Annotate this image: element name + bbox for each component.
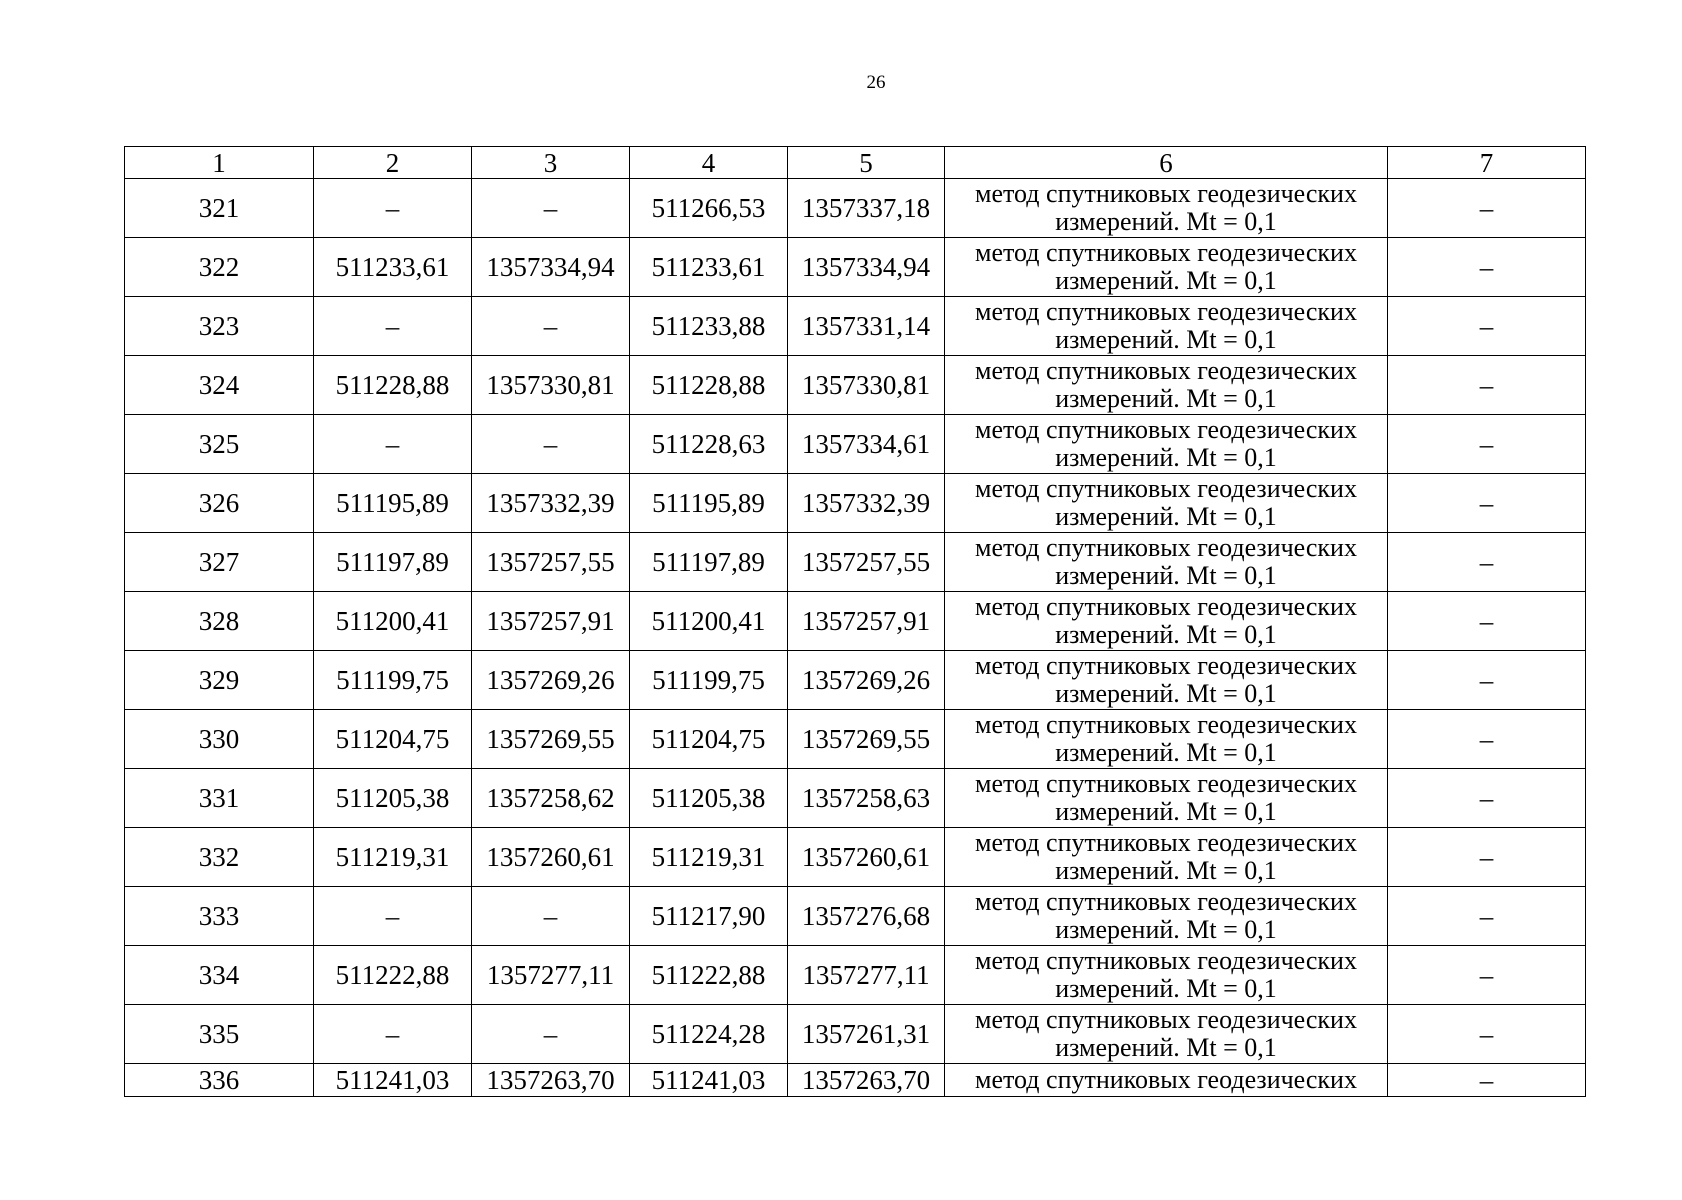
- method-text-line1: метод спутниковых геодезических: [975, 769, 1357, 798]
- method-text-line2: измерений. Mt = 0,1: [1055, 974, 1277, 1003]
- table-row: [125, 238, 1586, 297]
- table-cell-c2: –: [314, 297, 472, 356]
- table-cell-c1: 322: [125, 238, 314, 297]
- table-cell-c4: 511233,61: [630, 238, 788, 297]
- method-text-line1: метод спутниковых геодезических: [975, 238, 1357, 267]
- table-cell-c7: –: [1388, 651, 1586, 710]
- table-cell-c7: –: [1388, 533, 1586, 592]
- table-row: [125, 769, 1586, 828]
- table-row: [125, 179, 1586, 238]
- method-text-line1: метод спутниковых геодезических: [975, 946, 1357, 975]
- method-text-line1: метод спутниковых геодезических: [975, 533, 1357, 562]
- table-cell-c3: 1357330,81: [472, 356, 630, 415]
- table-cell-c4: 511204,75: [630, 710, 788, 769]
- method-text-line2: измерений. Mt = 0,1: [1055, 443, 1277, 472]
- method-text-line2: измерений. Mt = 0,1: [1055, 797, 1277, 826]
- table-cell-method: [945, 710, 1388, 769]
- table-cell-c7: –: [1388, 238, 1586, 297]
- table-cell-c5: 1357258,63: [788, 769, 945, 828]
- method-text-line1: метод спутниковых геодезических: [975, 474, 1357, 503]
- table-cell-c5: 1357334,94: [788, 238, 945, 297]
- table-cell-c2: 511205,38: [314, 769, 472, 828]
- table-header-row: [125, 147, 1586, 179]
- page-number: 26: [866, 72, 886, 93]
- method-text-line2: измерений. Mt = 0,1: [1055, 738, 1277, 767]
- column-header: 1: [125, 147, 314, 179]
- table-cell-c4: 511199,75: [630, 651, 788, 710]
- method-text-line1: метод спутниковых геодезических: [975, 1065, 1357, 1094]
- table-cell-c1: 334: [125, 946, 314, 1005]
- table-cell-c4: 511200,41: [630, 592, 788, 651]
- table-cell-c3: 1357257,91: [472, 592, 630, 651]
- table-cell-method: [945, 828, 1388, 887]
- table-cell-c5: 1357331,14: [788, 297, 945, 356]
- table-cell-c2: 511233,61: [314, 238, 472, 297]
- column-header: 5: [788, 147, 945, 179]
- method-text-line1: метод спутниковых геодезических: [975, 710, 1357, 739]
- table-cell-method: [945, 179, 1388, 238]
- table-cell-c1: 325: [125, 415, 314, 474]
- table-row: [125, 1064, 1586, 1097]
- table-cell-c2: 511199,75: [314, 651, 472, 710]
- table-row: [125, 946, 1586, 1005]
- table-cell-c5: 1357330,81: [788, 356, 945, 415]
- table-row: [125, 1005, 1586, 1064]
- table-cell-c7: –: [1388, 946, 1586, 1005]
- table-cell-c2: 511219,31: [314, 828, 472, 887]
- table-cell-c2: 511228,88: [314, 356, 472, 415]
- table-cell-c4: 511205,38: [630, 769, 788, 828]
- table-cell-c7: –: [1388, 179, 1586, 238]
- table-cell-c2: 511241,03: [314, 1064, 472, 1097]
- table-row: [125, 592, 1586, 651]
- table-cell-c2: 511222,88: [314, 946, 472, 1005]
- table-row: [125, 297, 1586, 356]
- table-cell-c1: 331: [125, 769, 314, 828]
- table-cell-method: [945, 592, 1388, 651]
- table-cell-c7: –: [1388, 769, 1586, 828]
- table-cell-c4: 511217,90: [630, 887, 788, 946]
- table-cell-c4: 511222,88: [630, 946, 788, 1005]
- table-cell-c3: 1357334,94: [472, 238, 630, 297]
- table-cell-c2: 511197,89: [314, 533, 472, 592]
- table-cell-c1: 328: [125, 592, 314, 651]
- table-row: [125, 887, 1586, 946]
- table-cell-c1: 323: [125, 297, 314, 356]
- table-cell-method: [945, 415, 1388, 474]
- method-text-line1: метод спутниковых геодезических: [975, 828, 1357, 857]
- method-text-line1: метод спутниковых геодезических: [975, 297, 1357, 326]
- table-cell-method: [945, 356, 1388, 415]
- table-cell-c7: –: [1388, 1005, 1586, 1064]
- coordinates-table: [124, 146, 1586, 1097]
- table-cell-c1: 336: [125, 1064, 314, 1097]
- table-cell-c7: –: [1388, 297, 1586, 356]
- table-cell-c5: 1357269,26: [788, 651, 945, 710]
- column-header: 3: [472, 147, 630, 179]
- table-cell-c1: 330: [125, 710, 314, 769]
- table-cell-c4: 511219,31: [630, 828, 788, 887]
- table-cell-c1: 327: [125, 533, 314, 592]
- table-row: [125, 474, 1586, 533]
- method-text-line2: измерений. Mt = 0,1: [1055, 502, 1277, 531]
- table-cell-c1: 329: [125, 651, 314, 710]
- method-text-line2: измерений. Mt = 0,1: [1055, 325, 1277, 354]
- column-header: 7: [1388, 147, 1586, 179]
- table-cell-c5: 1357276,68: [788, 887, 945, 946]
- table-cell-c2: –: [314, 179, 472, 238]
- table-cell-c2: 511204,75: [314, 710, 472, 769]
- method-text-line2: измерений. Mt = 0,1: [1055, 384, 1277, 413]
- table-row: [125, 415, 1586, 474]
- table-cell-c3: 1357277,11: [472, 946, 630, 1005]
- table-cell-c5: 1357257,55: [788, 533, 945, 592]
- table-cell-c5: 1357277,11: [788, 946, 945, 1005]
- table-cell-c5: 1357257,91: [788, 592, 945, 651]
- table-cell-method: [945, 1064, 1388, 1097]
- table-cell-c5: 1357269,55: [788, 710, 945, 769]
- table-cell-c7: –: [1388, 1064, 1586, 1097]
- table-cell-c3: 1357263,70: [472, 1064, 630, 1097]
- table-cell-c5: 1357337,18: [788, 179, 945, 238]
- table-cell-c3: 1357269,55: [472, 710, 630, 769]
- table-cell-c7: –: [1388, 474, 1586, 533]
- method-text-line1: метод спутниковых геодезических: [975, 887, 1357, 916]
- table-cell-c3: 1357332,39: [472, 474, 630, 533]
- method-text-line2: измерений. Mt = 0,1: [1055, 207, 1277, 236]
- table-cell-c2: –: [314, 887, 472, 946]
- method-text-line2: измерений. Mt = 0,1: [1055, 620, 1277, 649]
- table-cell-c3: 1357260,61: [472, 828, 630, 887]
- table-cell-c7: –: [1388, 415, 1586, 474]
- table-row: [125, 356, 1586, 415]
- table-row: [125, 710, 1586, 769]
- table-row: [125, 651, 1586, 710]
- method-text-line2: измерений. Mt = 0,1: [1055, 1033, 1277, 1062]
- table-cell-c2: –: [314, 415, 472, 474]
- table-cell-c5: 1357260,61: [788, 828, 945, 887]
- table-cell-c4: 511197,89: [630, 533, 788, 592]
- column-header: 6: [945, 147, 1388, 179]
- table-cell-c4: 511228,88: [630, 356, 788, 415]
- table-cell-c4: 511195,89: [630, 474, 788, 533]
- table-cell-c3: –: [472, 887, 630, 946]
- table-cell-c3: 1357269,26: [472, 651, 630, 710]
- table-cell-c1: 321: [125, 179, 314, 238]
- method-text-line2: измерений. Mt = 0,1: [1055, 679, 1277, 708]
- table-cell-c3: –: [472, 297, 630, 356]
- table-cell-c5: 1357334,61: [788, 415, 945, 474]
- table-cell-c1: 324: [125, 356, 314, 415]
- table-cell-c1: 326: [125, 474, 314, 533]
- table-cell-c4: 511233,88: [630, 297, 788, 356]
- column-header: 2: [314, 147, 472, 179]
- method-text-line1: метод спутниковых геодезических: [975, 356, 1357, 385]
- method-text-line2: измерений. Mt = 0,1: [1055, 915, 1277, 944]
- table-cell-c1: 332: [125, 828, 314, 887]
- table-cell-method: [945, 1005, 1388, 1064]
- table-cell-method: [945, 769, 1388, 828]
- table-cell-method: [945, 297, 1388, 356]
- table-cell-method: [945, 887, 1388, 946]
- table-cell-method: [945, 946, 1388, 1005]
- table-cell-c2: 511195,89: [314, 474, 472, 533]
- table-cell-c3: 1357258,62: [472, 769, 630, 828]
- table-cell-c5: 1357263,70: [788, 1064, 945, 1097]
- table-cell-c2: 511200,41: [314, 592, 472, 651]
- table-cell-c7: –: [1388, 592, 1586, 651]
- table-cell-c3: –: [472, 1005, 630, 1064]
- table-cell-c3: –: [472, 179, 630, 238]
- column-header: 4: [630, 147, 788, 179]
- method-text-line2: измерений. Mt = 0,1: [1055, 856, 1277, 885]
- table-cell-method: [945, 651, 1388, 710]
- method-text-line2: измерений. Mt = 0,1: [1055, 561, 1277, 590]
- method-text-line1: метод спутниковых геодезических: [975, 179, 1357, 208]
- table-row: [125, 828, 1586, 887]
- table-cell-c4: 511266,53: [630, 179, 788, 238]
- table-cell-method: [945, 238, 1388, 297]
- method-text-line1: метод спутниковых геодезических: [975, 651, 1357, 680]
- table-cell-c2: –: [314, 1005, 472, 1064]
- table-cell-c7: –: [1388, 710, 1586, 769]
- table-cell-c7: –: [1388, 356, 1586, 415]
- table-cell-c7: –: [1388, 887, 1586, 946]
- table-cell-c4: 511241,03: [630, 1064, 788, 1097]
- table-cell-c1: 333: [125, 887, 314, 946]
- method-text-line1: метод спутниковых геодезических: [975, 592, 1357, 621]
- table-cell-c1: 335: [125, 1005, 314, 1064]
- method-text-line2: измерений. Mt = 0,1: [1055, 266, 1277, 295]
- table-cell-c5: 1357332,39: [788, 474, 945, 533]
- table-cell-c5: 1357261,31: [788, 1005, 945, 1064]
- table-row: [125, 533, 1586, 592]
- table-cell-c3: 1357257,55: [472, 533, 630, 592]
- table-cell-method: [945, 533, 1388, 592]
- method-text-line1: метод спутниковых геодезических: [975, 415, 1357, 444]
- table-cell-c3: –: [472, 415, 630, 474]
- table-cell-c4: 511228,63: [630, 415, 788, 474]
- table-cell-c4: 511224,28: [630, 1005, 788, 1064]
- table-cell-method: [945, 474, 1388, 533]
- method-text-line1: метод спутниковых геодезических: [975, 1005, 1357, 1034]
- table-cell-c7: –: [1388, 828, 1586, 887]
